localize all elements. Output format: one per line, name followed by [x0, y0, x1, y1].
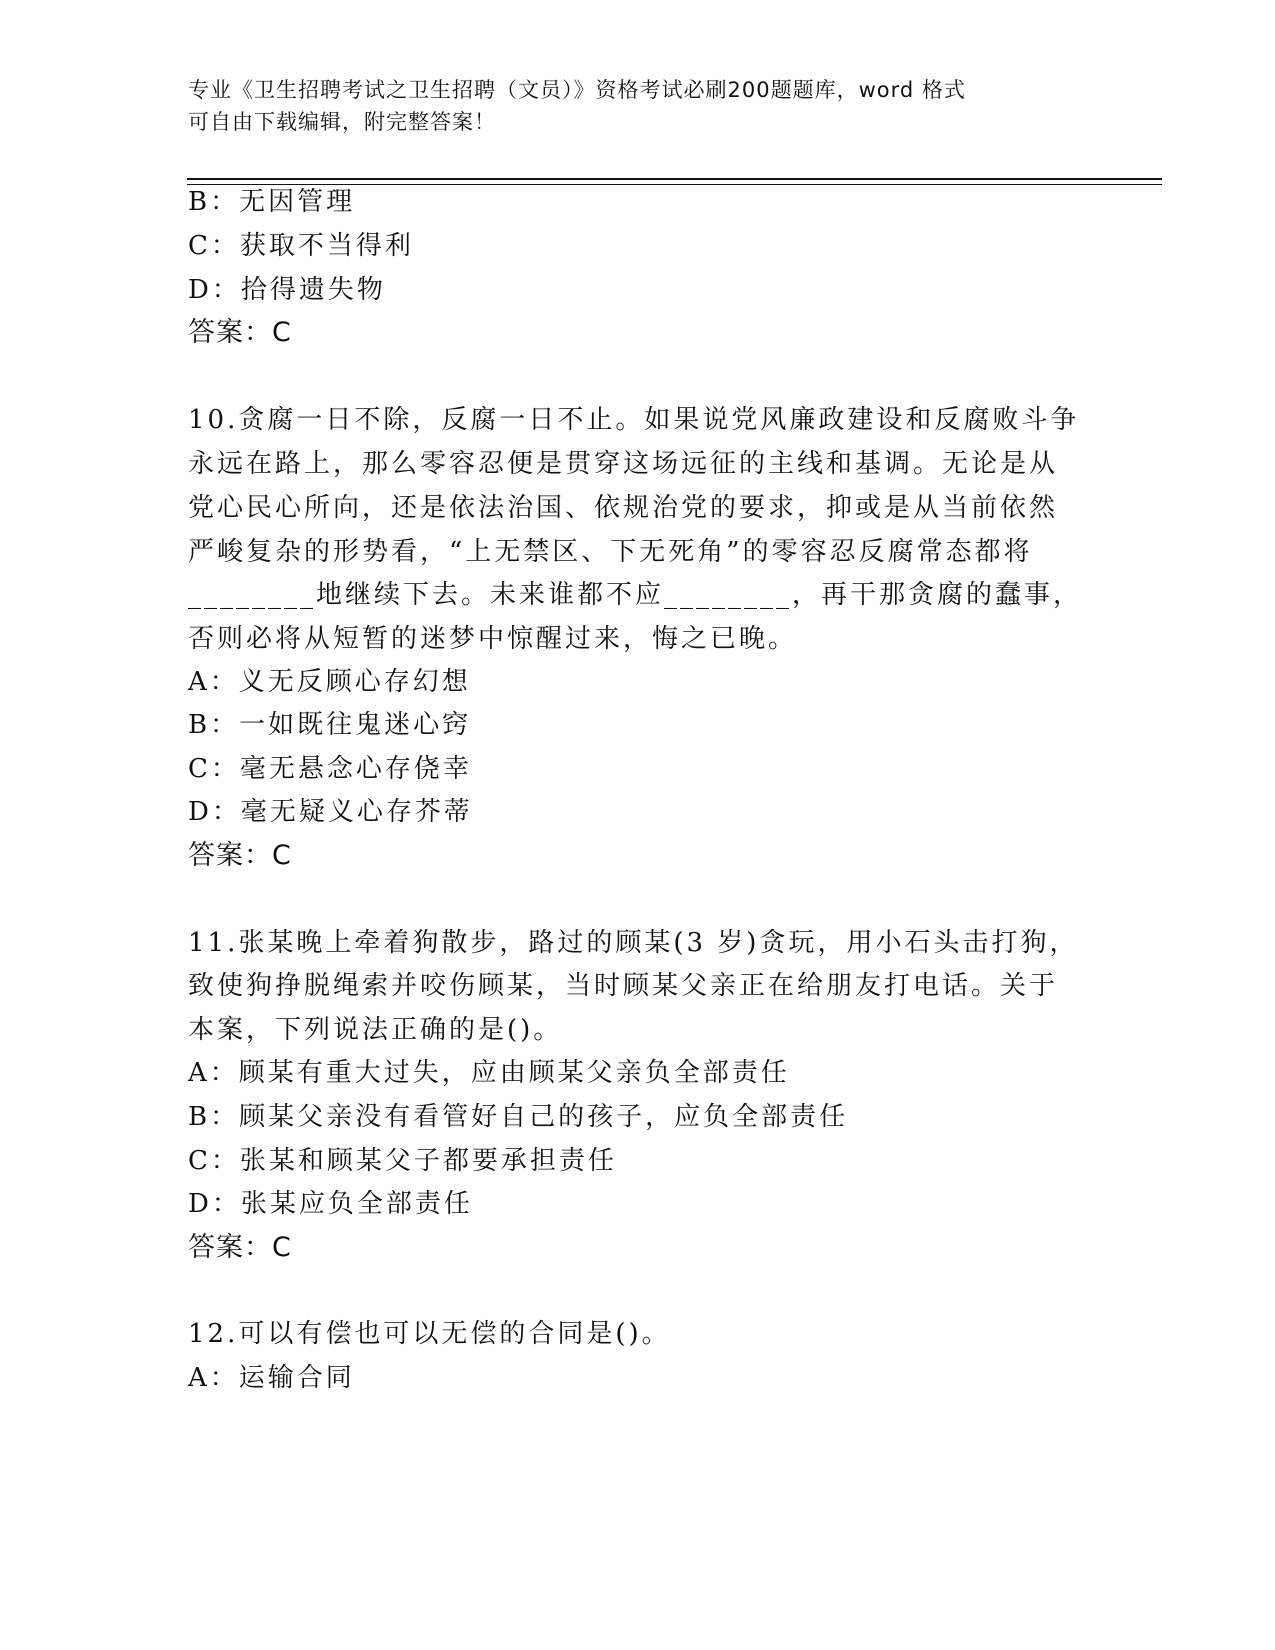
q11-option-b: B：顾某父亲没有看管好自己的孩子，应负全部责任: [188, 1102, 849, 1132]
q10-option-b: B：一如既往鬼迷心窍: [188, 710, 472, 740]
q10-stem-line: 否则必将从短暂的迷梦中惊醒过来，悔之已晚。: [188, 624, 798, 654]
q10-option-a: A：义无反顾心存幻想: [188, 667, 471, 697]
q12-stem: 12.可以有偿也可以无偿的合同是()。: [188, 1319, 671, 1349]
q10-option-d: D：毫无疑义心存芥蒂: [188, 797, 473, 827]
q10-stem-line: 永远在路上，那么零容忍便是贯穿这场远征的主线和基调。无论是从: [188, 449, 1059, 479]
header-divider-thick: [187, 178, 1162, 180]
q11-answer: 答案：C: [188, 1232, 292, 1263]
q10-option-c: C：毫无悬念心存侥幸: [188, 754, 472, 784]
q10-stem-line: ________地继续下去。未来谁都不应________，再干那贪腐的蠢事，: [188, 580, 1083, 610]
q11-stem-line: 致使狗挣脱绳索并咬伤顾某，当时顾某父亲正在给朋友打电话。关于: [188, 971, 1059, 1001]
q12-option-a: A：运输合同: [188, 1363, 355, 1393]
q11-stem-line: 11.张某晚上牵着狗散步，路过的顾某(3 岁)贪玩，用小石头击打狗，: [188, 928, 1079, 958]
header-line-1: 专业《卫生招聘考试之卫生招聘（文员）》资格考试必刷200题题库，word 格式: [188, 78, 966, 102]
q11-option-d: D：张某应负全部责任: [188, 1189, 473, 1219]
header-divider-thin: [187, 184, 1162, 185]
q10-answer: 答案：C: [188, 840, 292, 871]
q11-stem-line: 本案，下列说法正确的是()。: [188, 1015, 563, 1045]
header-line-2: 可自由下载编辑，附完整答案！: [188, 110, 496, 134]
q9-option-b: B：无因管理: [188, 187, 356, 217]
q9-option-c: C：获取不当得利: [188, 231, 414, 261]
q9-option-d: D：拾得遗失物: [188, 275, 386, 305]
q10-stem-line: 10.贪腐一日不除，反腐一日不止。如果说党风廉政建设和反腐败斗争: [188, 405, 1080, 435]
q10-stem-line: 严峻复杂的形势看，“上无禁区、下无死角”的零容忍反腐常态都将: [188, 537, 1033, 567]
page-header: [188, 74, 1068, 138]
q11-option-a: A：顾某有重大过失，应由顾某父亲负全部责任: [188, 1058, 790, 1088]
q9-answer: 答案：C: [188, 317, 292, 348]
q10-stem-line: 党心民心所向，还是依法治国、依规治党的要求，抑或是从当前依然: [188, 493, 1059, 523]
q11-option-c: C：张某和顾某父子都要承担责任: [188, 1146, 617, 1176]
